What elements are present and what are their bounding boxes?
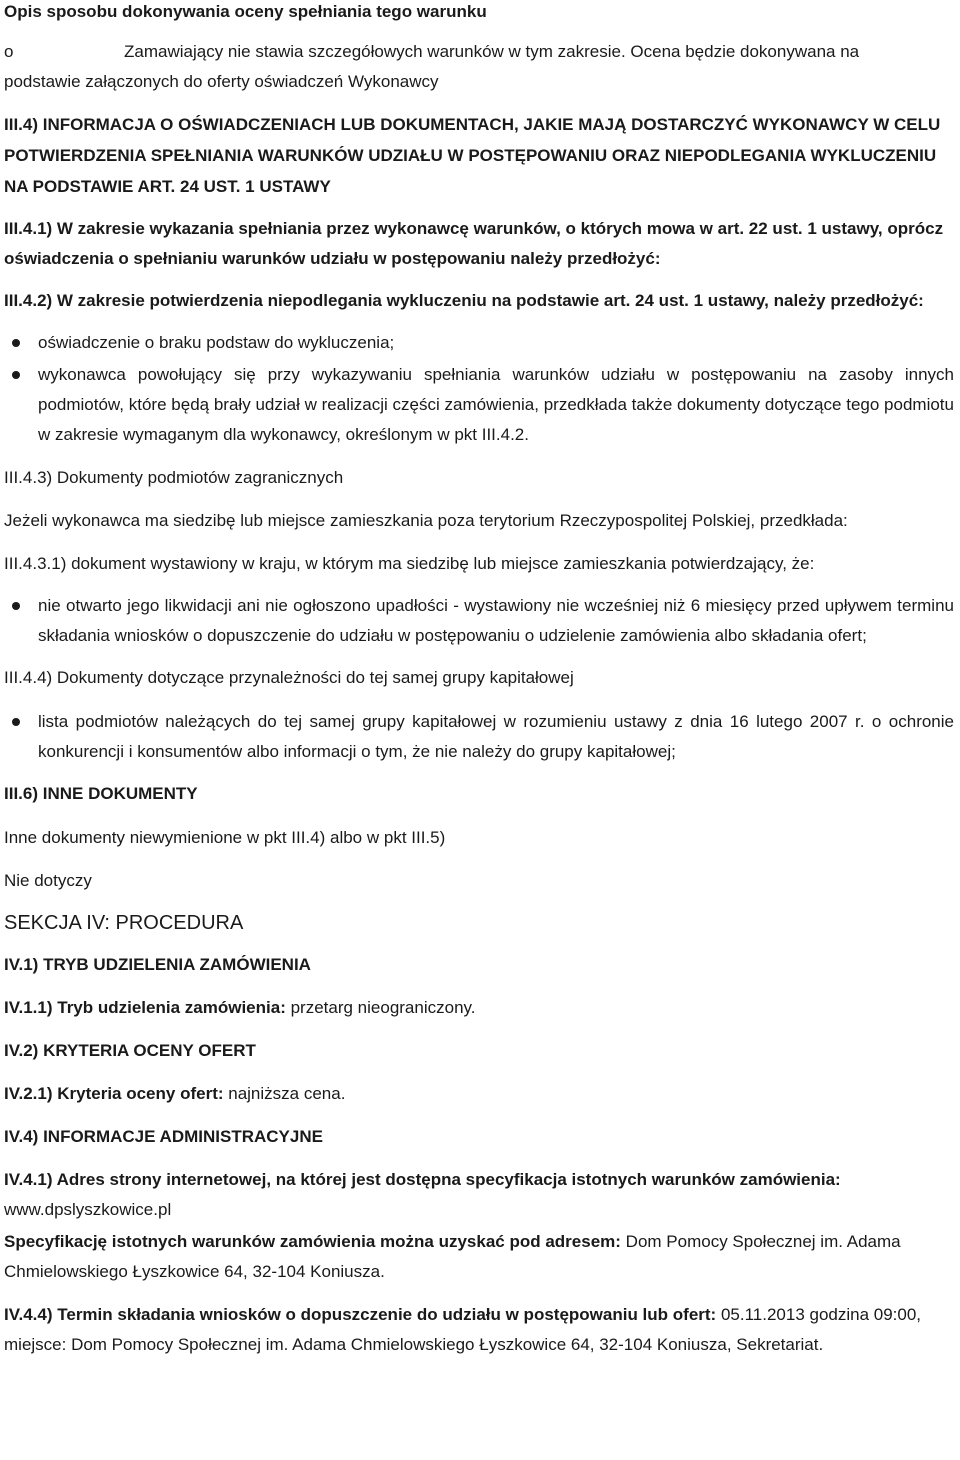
section-iv11-label: IV.1.1) Tryb udzielenia zamówienia: [4,998,286,1017]
section-iv41-label: IV.4.1) Adres strony internetowej, na której jest dostępna specyfikacja istotnych warunków zamówienia: [4,1170,841,1189]
list-item: lista podmiotów należących do tej samej grupy kapitałowej w rozumieniu ustawy z dnia 16 lutego 2007 r. o ochronie konkurencji i konsumentów albo informacji o tym, że nie należy do grupy kapitałowej; [4,707,954,767]
section-iv41 [4,1165,954,1225]
section-iv41-value: www.dpslyszkowice.pl [4,1200,172,1219]
list-item: oświadczenie o braku podstaw do wykluczenia; [4,328,954,358]
section-iii43-title: III.4.3) Dokumenty podmiotów zagranicznych [4,468,344,487]
siwz-value: Dom Pomocy Społecznej im. Adama Chmielowskiego Łyszkowice 64, 32-104 Koniusza. [4,1232,901,1281]
section-iv44-label: IV.4.4) Termin składania wniosków o dopuszczenie do udziału w postępowaniu lub ofert: [4,1305,717,1324]
list-item: nie otwarto jego likwidacji ani nie ogłoszono upadłości - wystawiony nie wcześniej niż 6 miesięcy przed upływem terminu składania wniosków o dopuszczenie do udziału w postępowaniu o udzielenie zamówienia albo składania ofert; [4,591,954,651]
section-iv4-title: IV.4) INFORMACJE ADMINISTRACYJNE [4,1127,323,1146]
section-iii41-title: III.4.1) W zakresie wykazania spełniania przez wykonawcę warunków, o których mowa w art. 22 ust. 1 ustawy, oprócz oświadczenia o spełnianiu warunków udziału w postępowaniu należy przedłożyć: [4,219,944,268]
cond-desc-text-a: Zamawiający nie stawia szczegółowych warunków w tym zakresie. Ocena będzie dokonywana na [124,42,860,61]
section-iv44 [4,1300,954,1360]
cond-desc-text-b: podstawie załączonych do oferty oświadczeń Wykonawcy [4,72,439,91]
section-iv2-title: IV.2) KRYTERIA OCENY OFERT [4,1041,256,1060]
section-iv11 [4,993,954,1023]
section-iii43-intro: Jeżeli wykonawca ma siedzibę lub miejsce zamieszkania poza terytorium Rzeczypospolitej Polskiej, przedkłada: [4,511,848,530]
section-iv-title: SEKCJA IV: PROCEDURA [4,912,244,934]
section-iii44-list [4,707,954,767]
section-iii42-list [4,328,954,450]
section-iii431-text: III.4.3.1) dokument wystawiony w kraju, w którym ma siedzibę lub miejsce zamieszkania potwierdzający, że: [4,554,815,573]
section-iii42-title: III.4.2) W zakresie potwierdzenia niepodlegania wykluczeniu na podstawie art. 24 ust. 1 ustawy, należy przedłożyć: [4,291,924,310]
section-iv21 [4,1079,954,1109]
section-iv21-value: najniższa cena. [228,1084,346,1103]
section-iv11-value: przetarg nieograniczony. [290,998,476,1017]
cond-desc-marker: o [4,42,14,61]
siwz-label: Specyfikację istotnych warunków zamówienia można uzyskać pod adresem: [4,1232,621,1251]
list-item: wykonawca powołujący się przy wykazywaniu spełniania warunków udziału w postępowaniu na zasoby innych podmiotów, które będą brały udział w realizacji części zamówienia, przedkłada także dokumenty dotyczące tego podmiotu w zakresie wymaganym dla wykonawcy, określonym w pkt III.4.2. [4,360,954,450]
section-iv44-value: 05.11.2013 godzina 09:00, miejsce: Dom Pomocy Społecznej im. Adama Chmielowskiego Łyszkowice 64, 32-104 Koniusza, Sekretariat. [4,1305,922,1354]
section-iii6-value: Nie dotyczy [4,871,92,890]
section-iii6-text: Inne dokumenty niewymienione w pkt III.4) albo w pkt III.5) [4,828,446,847]
section-iii44-title: III.4.4) Dokumenty dotyczące przynależności do tej samej grupy kapitałowej [4,668,574,687]
cond-desc-title: Opis sposobu dokonywania oceny spełniania tego warunku [4,2,487,21]
cond-desc-line1 [4,37,954,67]
section-iv1-title: IV.1) TRYB UDZIELENIA ZAMÓWIENIA [4,955,311,974]
section-iii6-title: III.6) INNE DOKUMENTY [4,784,198,803]
section-iii431-list [4,591,954,651]
section-iii4-title: III.4) INFORMACJA O OŚWIADCZENIACH LUB DOKUMENTACH, JAKIE MAJĄ DOSTARCZYĆ WYKONAWCY W CELU POTWIERDZENIA SPEŁNIANIA WARUNKÓW UDZIAŁU W POSTĘPOWANIU ORAZ NIEPODLEGANIA WYKLUCZENIU NA PODSTAWIE ART. 24 UST. 1 USTAWY [4,115,941,196]
section-iv21-label: IV.2.1) Kryteria oceny ofert: [4,1084,224,1103]
siwz-address [4,1227,954,1287]
